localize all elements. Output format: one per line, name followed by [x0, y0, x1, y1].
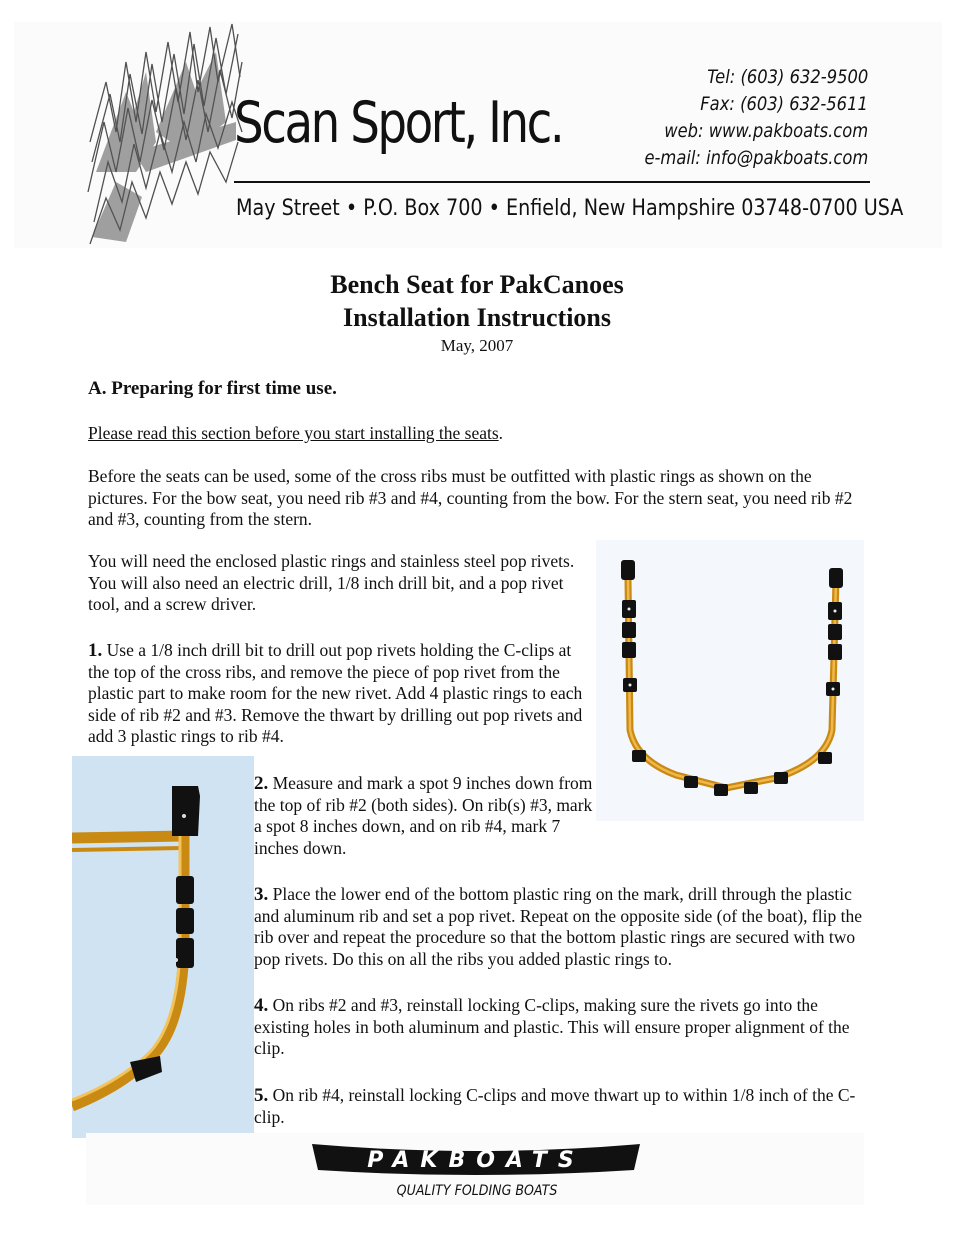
pakboats-wordmark: PAKBOATS [367, 1148, 585, 1173]
email-address: e-mail: info@pakboats.com [644, 147, 868, 169]
step-text: On ribs #2 and #3, reinstall locking C-clips, making sure the rivets go into the existing holes in both aluminum and plastic. This will ensure proper alignment of the clip. [254, 995, 850, 1059]
step-text: Place the lower end of the bottom plastic ring on the mark, drill through the plastic and aluminum rib and set a pop rivet. Repeat on the opposite side (of the boat), flip the rib over and repeat the procedure so that the bottom plastic rings are secured with two pop rivets. Do this on all the ribs you added plastic rings to. [254, 884, 862, 969]
phone-number: Tel: (603) 632-9500 [706, 66, 868, 88]
notice-period: . [498, 423, 504, 443]
rib-closeup-photo [72, 756, 254, 1138]
step-3 [254, 884, 866, 970]
step-text: On rib #4, reinstall locking C-clips and move thwart up to within 1/8 inch of the C-clip. [254, 1085, 856, 1127]
step-5 [254, 1085, 866, 1128]
step-number: 3. [254, 884, 269, 905]
tools-paragraph: You will need the enclosed plastic rings and stainless steel pop rivets. You will also need an electric drill, 1/8 inch drill bit, and a pop rivet tool, and a screw driver. [88, 551, 575, 615]
intro-paragraph: Before the seats can be used, some of the cross ribs must be outfitted with plastic rings as shown on the pictures. For the bow seat, you need rib #3 and #4, counting from the bow. For the stern seat, you need rib #2 and #3, counting from the stern. [88, 466, 853, 530]
step-2 [254, 773, 594, 859]
section-heading: A. Preparing for first time use. [88, 378, 337, 399]
step-text: Measure and mark a spot 9 inches down from the top of rib #2 (both sides). On rib(s) #3, mark a spot 8 inches down, and on rib #4, mark 7 inches down. [254, 773, 593, 858]
website: web: www.pakboats.com [664, 120, 868, 142]
rib-photo [596, 540, 864, 821]
footer-tagline: QUALITY FOLDING BOATS [396, 1183, 558, 1199]
notice-text: Please read this section before you start installing the seats [88, 423, 499, 443]
document-date: May, 2007 [440, 336, 514, 355]
step-1 [88, 640, 590, 748]
step-4 [254, 995, 866, 1060]
header-divider [234, 181, 870, 183]
step-text: Use a 1/8 inch drill bit to drill out pop rivets holding the C-clips at the top of the cross ribs, and remove the piece of pop rivet from the plastic part to make room for the new rivet. Add 4 plastic rings to each side of rib #2 and #3. Remove the thwart by drilling out pop rivets and add 3 plastic rings to rib #4. [88, 640, 583, 747]
postal-address: May Street • P.O. Box 700 • Enfield, New Hampshire 03748-0700 USA [236, 196, 904, 221]
document-subtitle: Installation Instructions [343, 303, 611, 332]
document-title: Bench Seat for PakCanoes [330, 270, 624, 299]
step-number: 1. [88, 640, 103, 661]
step-number: 5. [254, 1085, 269, 1106]
company-name: Scan Sport, Inc. [234, 90, 563, 156]
fax-number: Fax: (603) 632-5611 [700, 93, 868, 115]
brush-stroke-logo [86, 22, 246, 247]
step-number: 4. [254, 995, 269, 1016]
step-number: 2. [254, 773, 269, 794]
notice-paragraph [88, 423, 868, 445]
pakboats-logo [308, 1138, 644, 1178]
